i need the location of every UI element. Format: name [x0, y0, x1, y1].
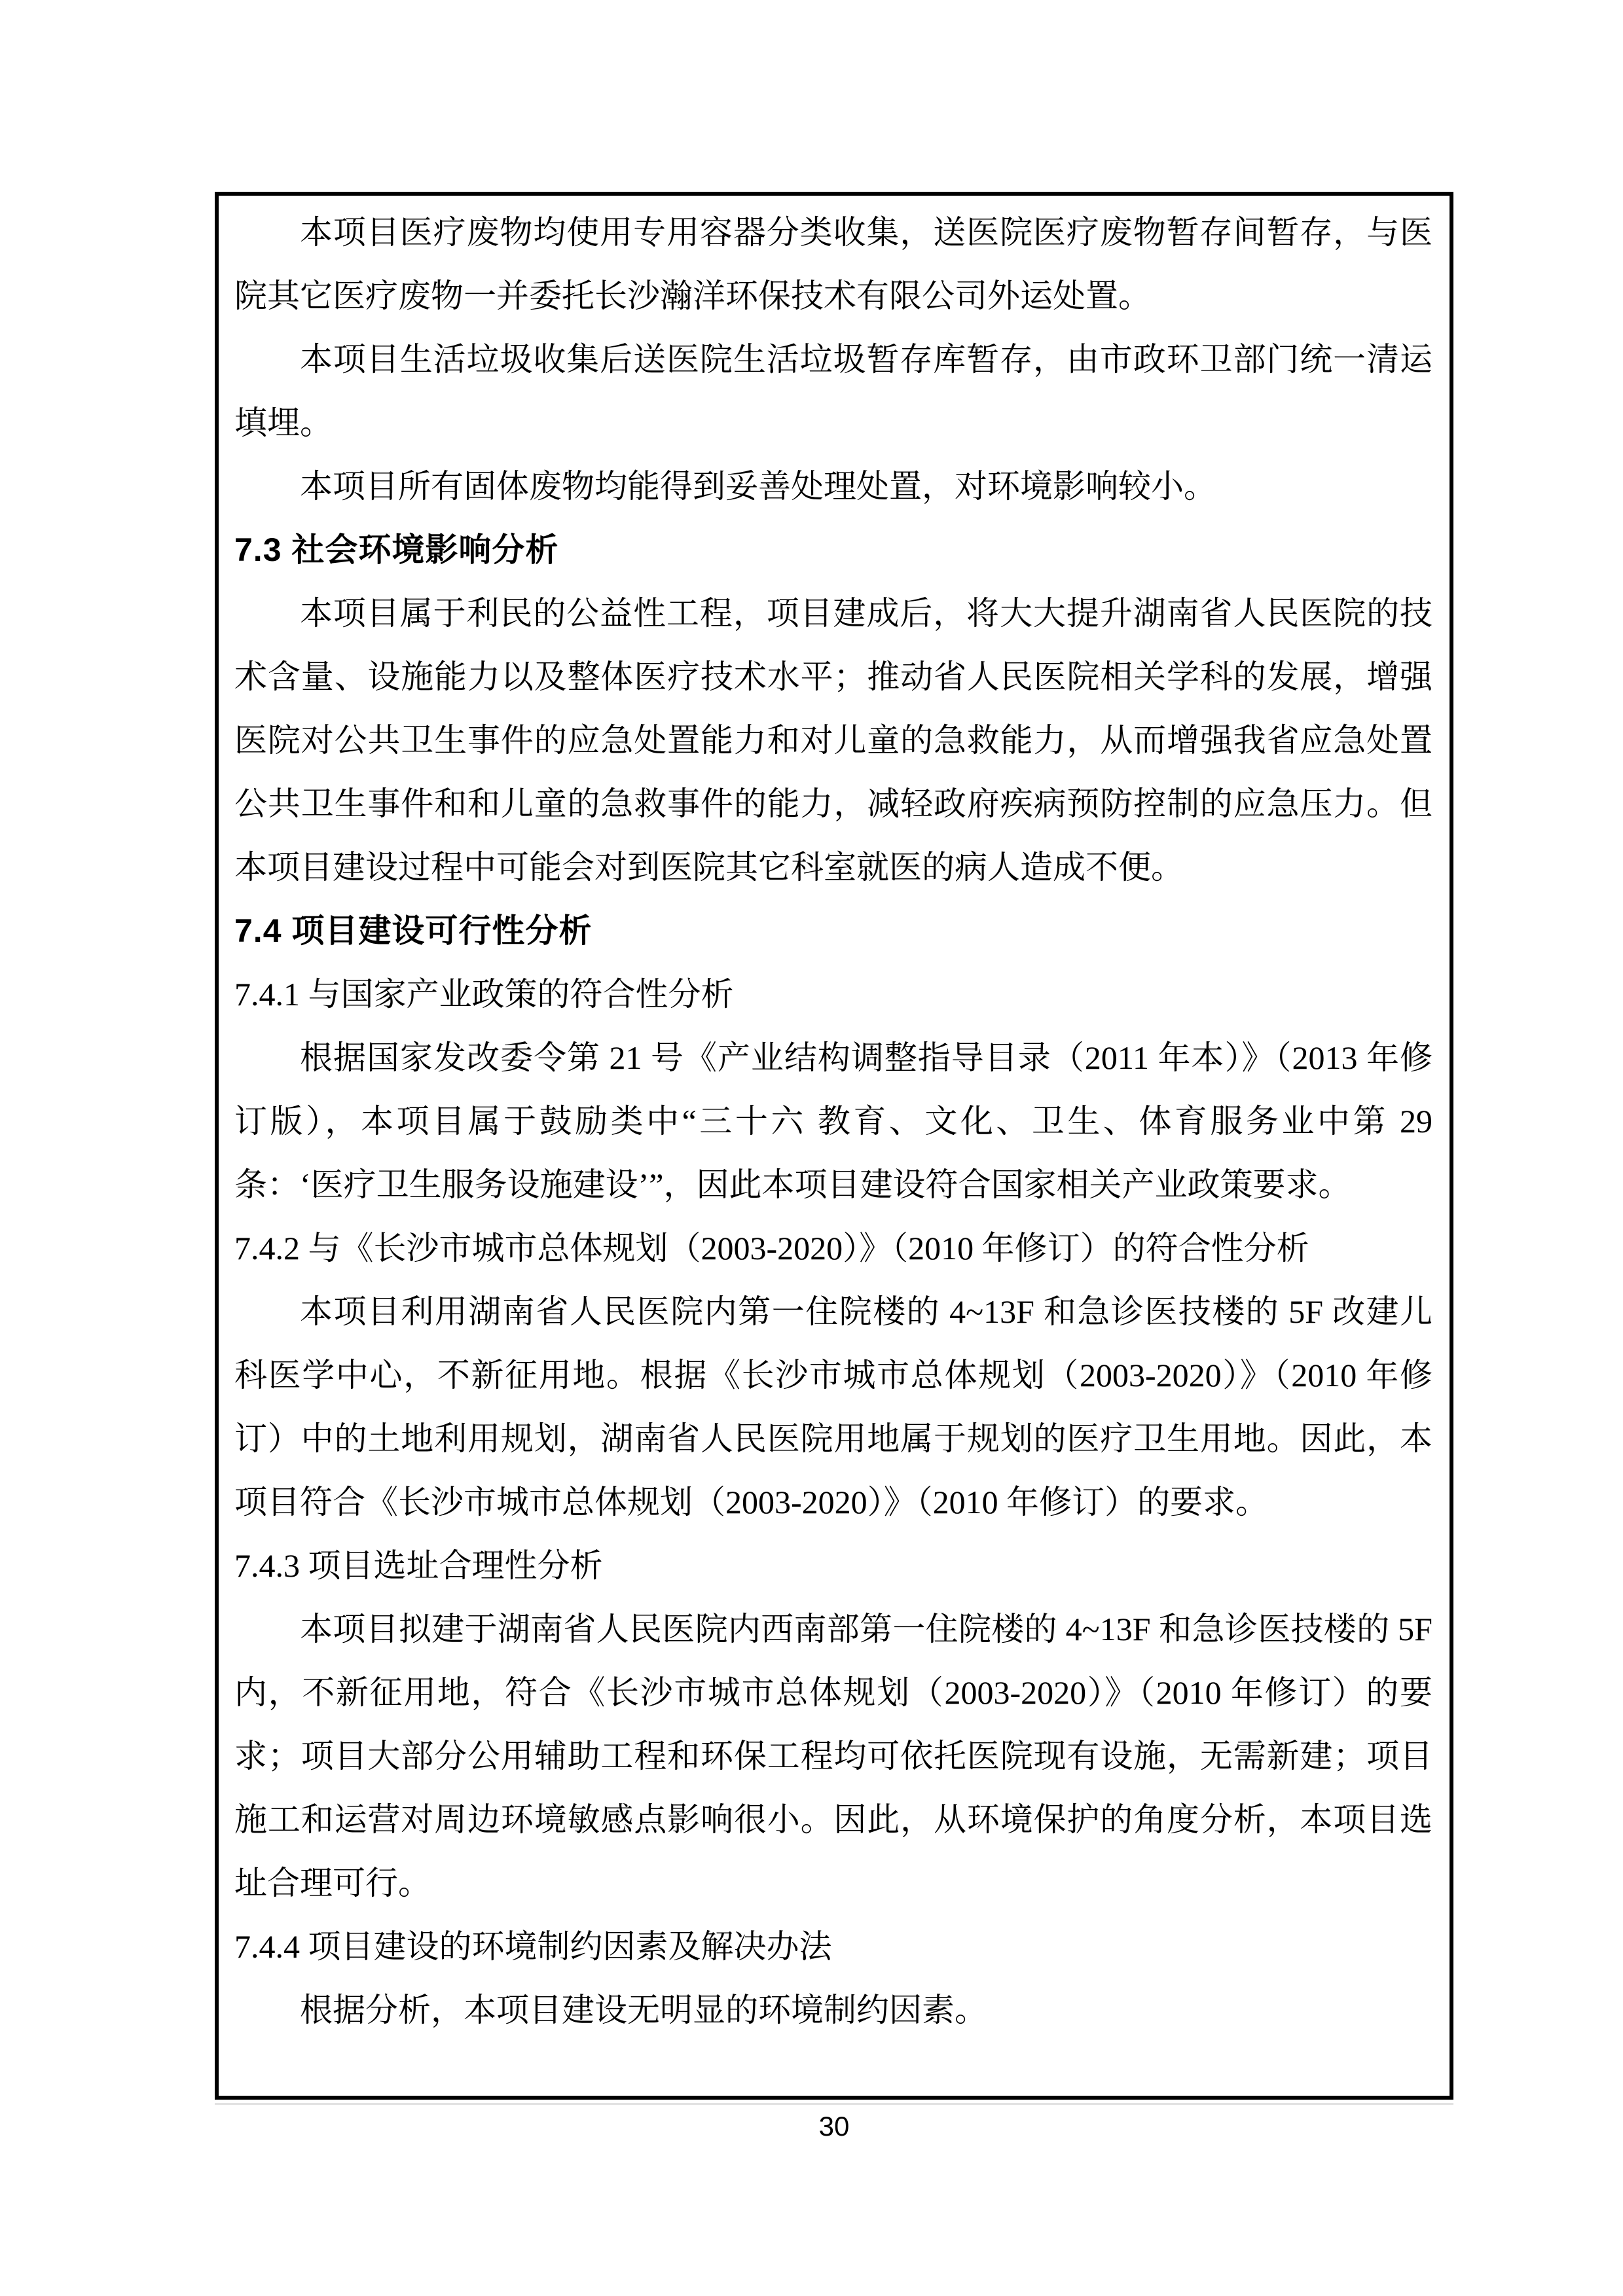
paragraph: 本项目所有固体废物均能得到妥善处理处置，对环境影响较小。: [300, 468, 1216, 505]
text-blocks: [234, 201, 1432, 2042]
paragraph: 本项目医疗废物均使用专用容器分类收集，送医院医疗废物暂存间暂存，与医院其它医疗废物一并委托长沙瀚洋环保技术有限公司外运处置。: [234, 214, 1432, 314]
subsection-heading: 7.4.4 项目建设的环境制约因素及解决办法: [234, 1928, 832, 1965]
paragraph: 本项目利用湖南省人民医院内第一住院楼的 4~13F 和急诊医技楼的 5F 改建儿科医学中心，不新征用地。根据《长沙市城市总体规划（2003-2020）》（2010 年修订）中的土地利用规划，湖南省人民医院用地属于规划的医疗卫生用地。因此，本项目符合《长沙市城市总体规划（2003-2020）》（2010 年修订）的要求。: [234, 1293, 1432, 1520]
scan-artifact-rule: [215, 2103, 1453, 2105]
subsection-heading: 7.4.3 项目选址合理性分析: [234, 1547, 603, 1584]
paragraph: 本项目属于利民的公益性工程，项目建成后，将大大提升湖南省人民医院的技术含量、设施能力以及整体医疗技术水平；推动省人民医院相关学科的发展，增强医院对公共卫生事件的应急处置能力和对儿童的急救能力，从而增强我省应急处置公共卫生事件和和儿童的急救事件的能力，减轻政府疾病预防控制的应急压力。但本项目建设过程中可能会对到医院其它科室就医的病人造成不便。: [234, 595, 1432, 886]
paragraph: 本项目生活垃圾收集后送医院生活垃圾暂存库暂存，由市政环卫部门统一清运填埋。: [234, 341, 1432, 441]
section-heading: 7.4 项目建设可行性分析: [234, 912, 593, 949]
subsection-heading: 7.4.2 与《长沙市城市总体规划（2003-2020）》（2010 年修订）的符合性分析: [234, 1230, 1309, 1266]
subsection-heading: 7.4.1 与国家产业政策的符合性分析: [234, 976, 734, 1013]
page-number: 30: [818, 2111, 850, 2142]
paragraph: 根据分析，本项目建设无明显的环境制约因素。: [300, 1992, 987, 2028]
paragraph: 根据国家发改委令第 21 号《产业结构调整指导目录（2011 年本）》（2013 年修订版），本项目属于鼓励类中“三十六 教育、文化、卫生、体育服务业中第 29 条：‘医疗卫生服务设施建设’”，因此本项目建设符合国家相关产业政策要求。: [234, 1039, 1432, 1203]
section-heading: 7.3 社会环境影响分析: [234, 531, 559, 568]
paragraph: 本项目拟建于湖南省人民医院内西南部第一住院楼的 4~13F 和急诊医技楼的 5F 内，不新征用地，符合《长沙市城市总体规划（2003-2020）》（2010 年修订）的要求；项目大部分公用辅助工程和环保工程均可依托医院现有设施，无需新建；项目施工和运营对周边环境敏感点影响很小。因此，从环境保护的角度分析，本项目选址合理可行。: [234, 1611, 1432, 1901]
content-border-box: [215, 192, 1453, 2100]
